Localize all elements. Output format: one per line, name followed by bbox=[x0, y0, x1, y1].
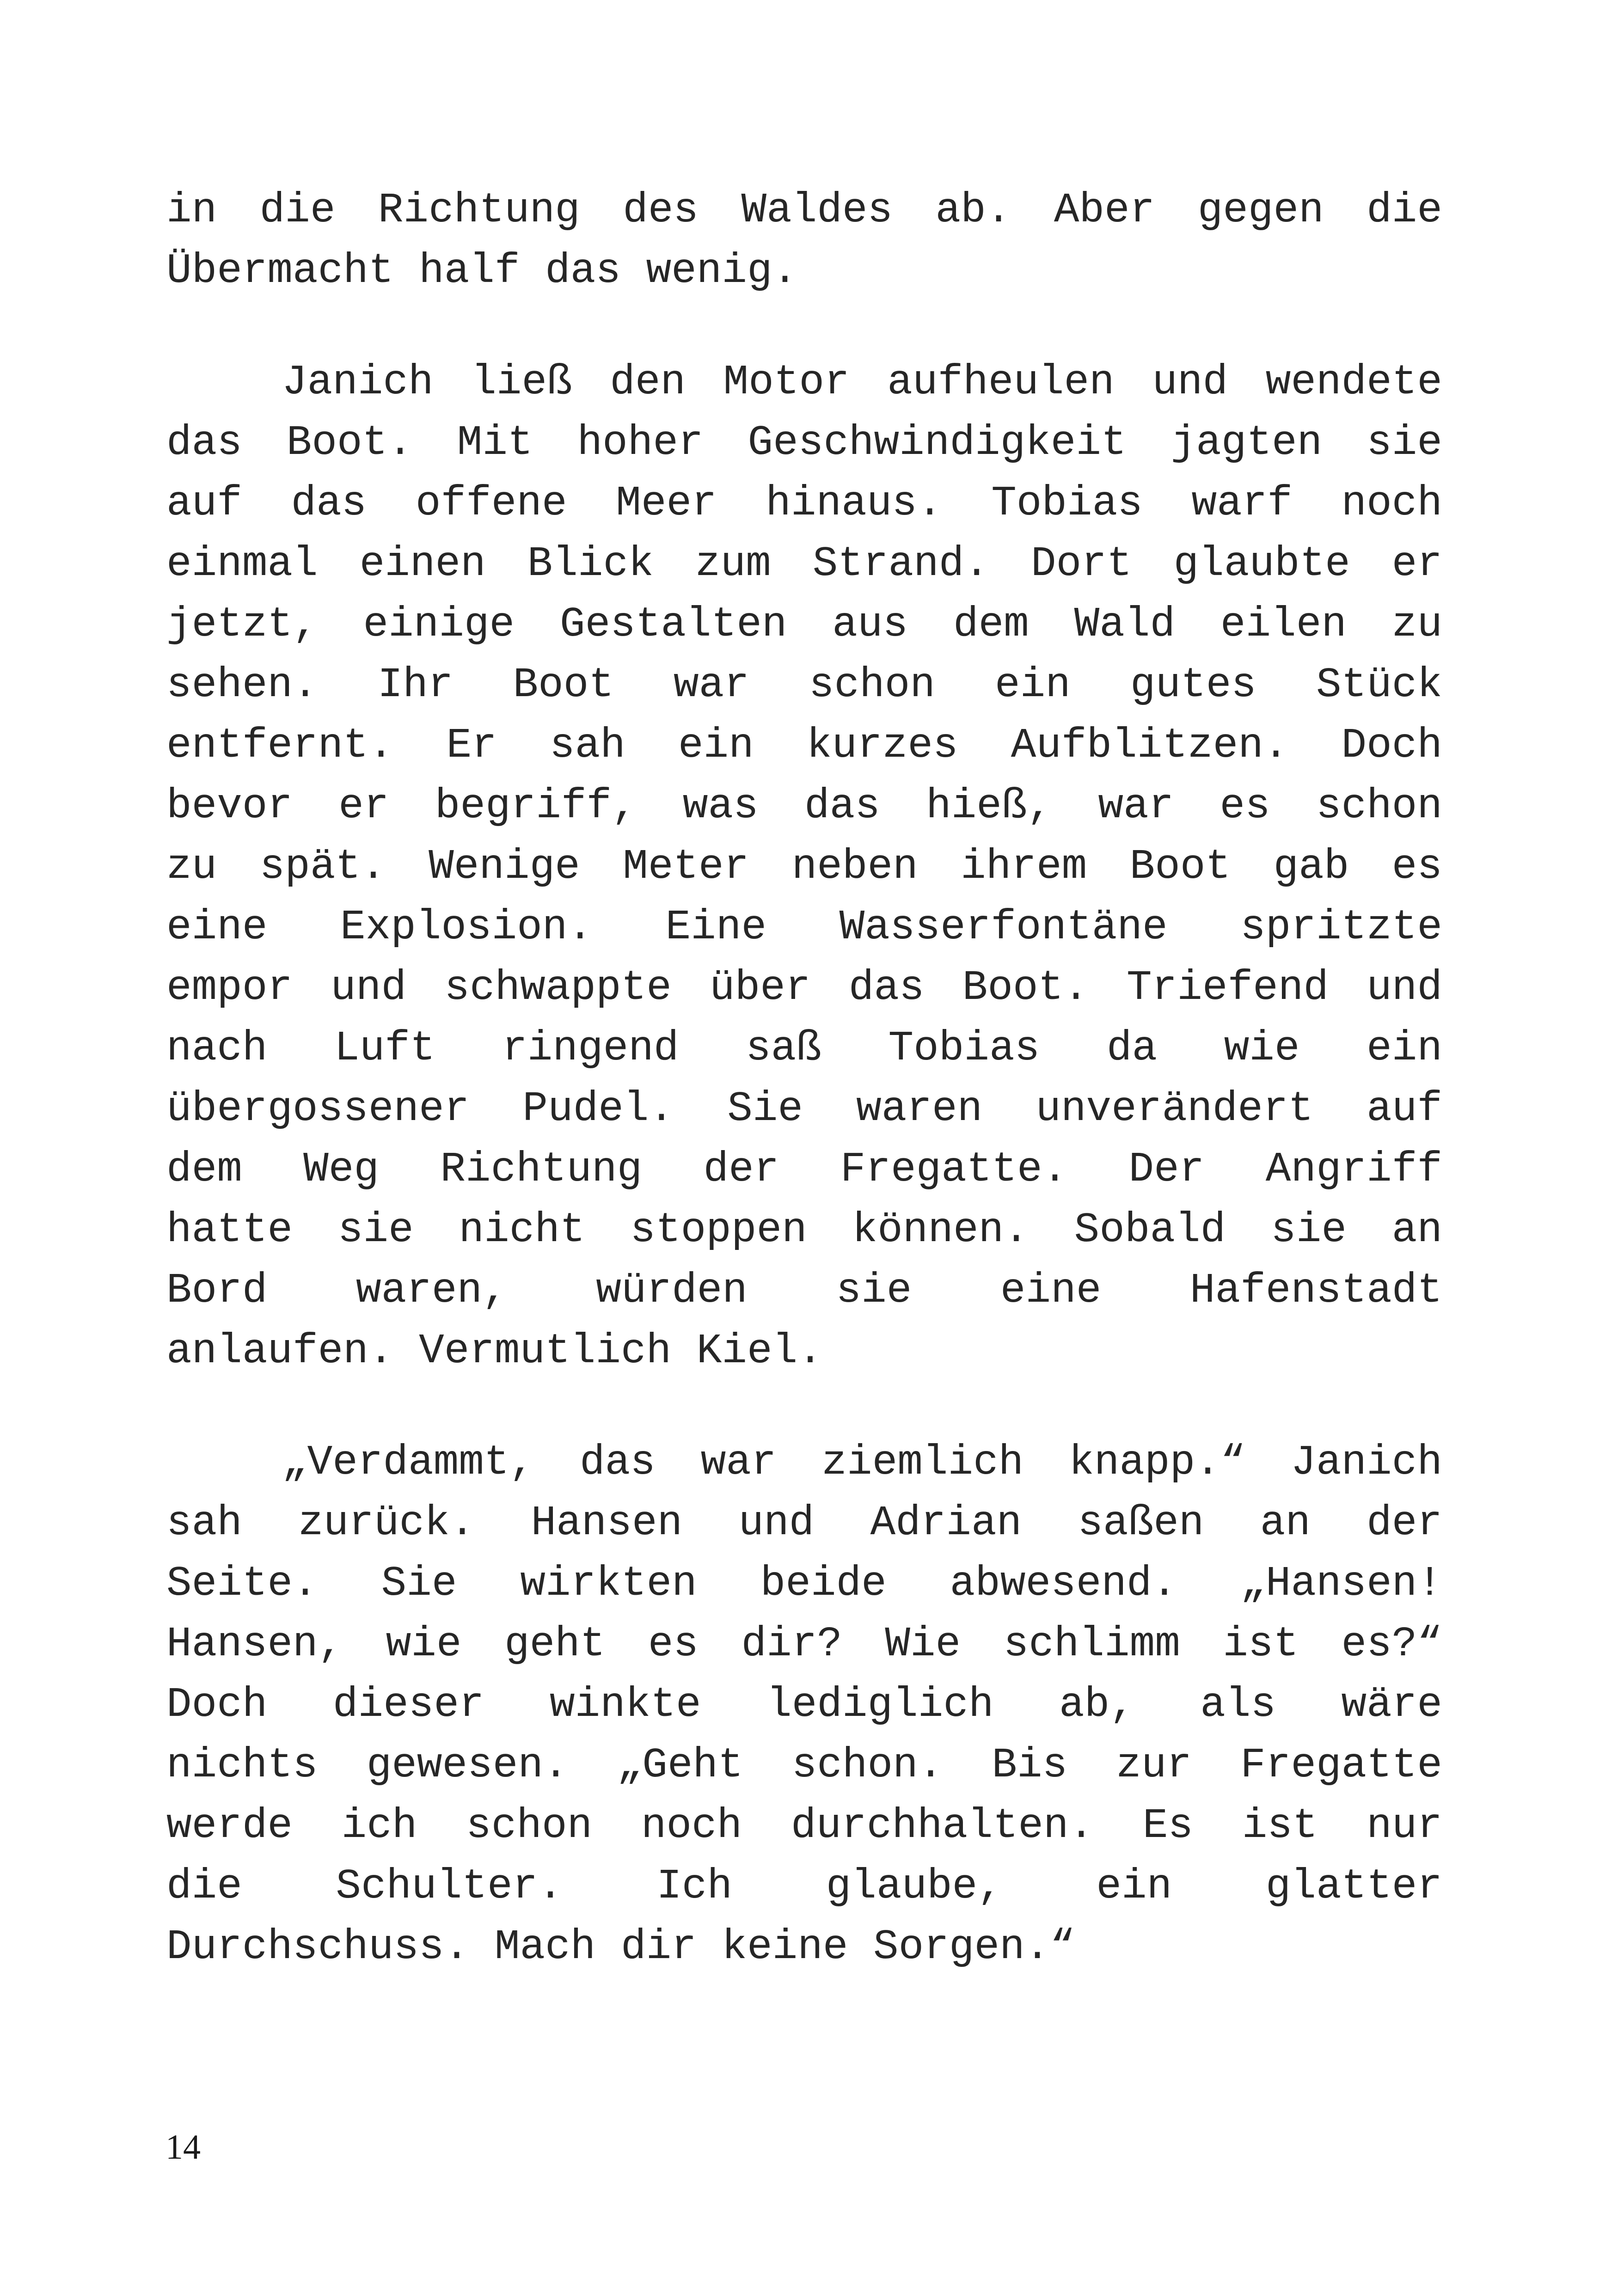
text-line: bevor er begriff, was das hieß, war es schon bbox=[166, 783, 1442, 830]
text-line: einmal einen Blick zum Strand. Dort glaubte er bbox=[166, 540, 1442, 588]
paragraph-3 bbox=[166, 1433, 1442, 1978]
text-line: eine Explosion. Eine Wasserfontäne spritzte bbox=[166, 904, 1442, 951]
text-line: Doch dieser winkte lediglich ab, als wäre bbox=[166, 1681, 1442, 1729]
body-text bbox=[166, 180, 1442, 2028]
text-line: auf das offene Meer hinaus. Tobias warf noch bbox=[166, 480, 1442, 527]
text-line: sehen. Ihr Boot war schon ein gutes Stück bbox=[166, 661, 1442, 709]
text-line: anlaufen. Vermutlich Kiel. bbox=[166, 1328, 823, 1375]
text-line: zu spät. Wenige Meter neben ihrem Boot gab es bbox=[166, 843, 1442, 891]
text-line: jetzt, einige Gestalten aus dem Wald eilen zu bbox=[166, 601, 1442, 649]
text-line: Übermacht half das wenig. bbox=[166, 247, 798, 295]
text-line: Durchschuss. Mach dir keine Sorgen.“ bbox=[166, 1923, 1075, 1971]
text-line: nichts gewesen. „Geht schon. Bis zur Fregatte bbox=[166, 1742, 1442, 1789]
text-line: übergossener Pudel. Sie waren unverändert auf bbox=[166, 1085, 1442, 1133]
text-line: Janich ließ den Motor aufheulen und wendete bbox=[282, 359, 1442, 406]
text-line: „Verdammt, das war ziemlich knapp.“ Janich bbox=[282, 1439, 1442, 1487]
paragraph-1 bbox=[166, 180, 1442, 301]
text-line: werde ich schon noch durchhalten. Es ist nur bbox=[166, 1802, 1442, 1850]
paragraph-2 bbox=[166, 352, 1442, 1382]
text-line: Bord waren, würden sie eine Hafenstadt bbox=[166, 1267, 1442, 1315]
page-number: 14 bbox=[165, 2128, 201, 2167]
text-line: dem Weg Richtung der Fregatte. Der Angriff bbox=[166, 1146, 1442, 1194]
text-line: Hansen, wie geht es dir? Wie schlimm ist es?“ bbox=[166, 1621, 1442, 1668]
text-line: in die Richtung des Waldes ab. Aber gegen die bbox=[166, 187, 1442, 234]
text-line: Seite. Sie wirkten beide abwesend. „Hansen! bbox=[166, 1560, 1442, 1608]
text-line: entfernt. Er sah ein kurzes Aufblitzen. Doch bbox=[166, 722, 1442, 770]
text-line: das Boot. Mit hoher Geschwindigkeit jagten sie bbox=[166, 419, 1442, 467]
text-line: hatte sie nicht stoppen können. Sobald sie an bbox=[166, 1206, 1442, 1254]
text-line: sah zurück. Hansen und Adrian saßen an der bbox=[166, 1500, 1442, 1547]
text-line: die Schulter. Ich glaube, ein glatter bbox=[166, 1863, 1442, 1910]
text-line: empor und schwappte über das Boot. Triefend und bbox=[166, 964, 1442, 1012]
text-line: nach Luft ringend saß Tobias da wie ein bbox=[166, 1025, 1442, 1072]
